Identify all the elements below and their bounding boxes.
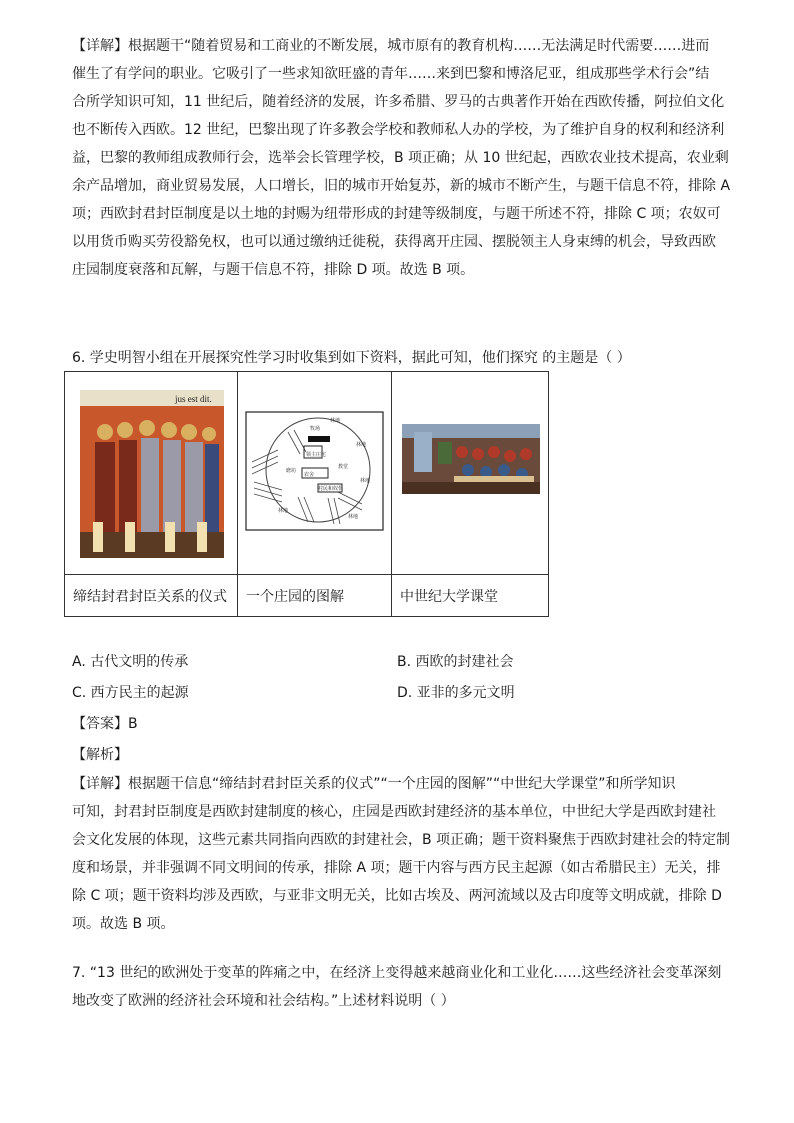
caption-university: 中世纪大学课堂: [392, 575, 549, 617]
text-line: 合所学知识可知，11 世纪后，随着经济的发展，许多希腊、罗马的古典著作开始在西欧传播，阿拉伯文化: [72, 94, 725, 110]
text-line: 可知，封君封臣制度是西欧封建制度的核心，庄园是西欧封建经济的基本单位，中世纪大学是西欧封建社: [72, 804, 716, 820]
text-line: 庄园制度衰落和瓦解，与题干信息不符，排除 D 项。故选 B 项。: [72, 262, 475, 278]
text-line: 地改变了欧洲的经济社会环境和社会结构。”上述材料说明（ ）: [72, 993, 455, 1009]
image-cell-manor: [238, 372, 392, 575]
manor-diagram: [238, 372, 391, 570]
svg-text:林地: 林地: [348, 514, 359, 520]
option-d: D. 亚非的多元文明: [397, 685, 515, 701]
source-material-table: [64, 371, 549, 617]
text-line: 催生了有学问的职业。它吸引了一些求知欲旺盛的青年……来到巴黎和博洛尼亚，组成那些学术行会”结: [72, 66, 710, 82]
text-line: 7. “13 世纪的欧洲处于变革的阵痛之中，在经济上变得越来越商业化和工业化……这些经济社会变革深刻: [72, 965, 722, 981]
answer-label: 【答案】B: [72, 716, 138, 732]
svg-text:教堂: 教堂: [338, 464, 349, 470]
svg-text:磨坊: 磨坊: [286, 468, 297, 474]
image-cell-ceremony: [65, 372, 238, 575]
text-line: 【详解】根据题干信息“缔结封君封臣关系的仪式”“一个庄园的图解”“中世纪大学课堂”和所学知识: [72, 776, 676, 792]
analysis-label: 【解析】: [72, 747, 128, 763]
text-line: 【详解】根据题干“随着贸易和工商业的不断发展，城市原有的教育机构……无法满足时代需要……进而: [72, 38, 710, 54]
text-line: 也不断传入西欧。12 世纪，巴黎出现了许多教会学校和教师私人办的学校，为了维护自身的权利和经济利: [72, 122, 725, 138]
question-7-stem: [72, 959, 722, 1015]
option-a: A. 古代文明的传承: [72, 654, 189, 670]
text-line: 益，巴黎的教师组成教师行会，选举会长管理学校，B 项正确；从 10 世纪起，西欧农业技术提高，农业剩: [72, 150, 729, 166]
text-line: 余产品增加，商业贸易发展，人口增长，旧的城市开始复苏，新的城市不断产生，与题干信息不符，排除 A: [72, 178, 731, 194]
question-6-stem: 6. 学史明智小组在开展探究性学习时收集到如下资料，据此可知，他们探究 的主题是（ ）: [72, 350, 631, 366]
explanation-paragraph-q5: [72, 32, 731, 284]
text-line: 项；西欧封君封臣制度是以土地的封赐为纽带形成的封建等级制度，与题干所述不符，排除 C 项；农奴可: [72, 206, 721, 222]
svg-text:林地: 林地: [356, 442, 367, 448]
svg-text:村民和奴仆: 村民和奴仆: [318, 486, 344, 492]
text-line: 项。故选 B 项。: [72, 916, 175, 932]
option-b: B. 西欧的封建社会: [397, 654, 514, 670]
svg-text:农舍: 农舍: [304, 472, 315, 478]
svg-text:林地: 林地: [330, 418, 341, 424]
text-line: 度和场景，并非强调不同文明间的传承，排除 A 项；题干内容与西方民主起源（如古希腊民主）无关，排: [72, 860, 721, 876]
image-cell-university: [392, 372, 549, 575]
svg-text:林地: 林地: [278, 508, 289, 514]
caption-manor: 一个庄园的图解: [238, 575, 392, 617]
svg-text:林地: 林地: [360, 478, 371, 484]
text-line: 除 C 项；题干资料均涉及西欧，与亚非文明无关，比如古埃及、两河流域以及古印度等文明成就，排除 D: [72, 888, 722, 904]
feudal-ceremony-illustration: [65, 372, 237, 570]
svg-text:牧场: 牧场: [310, 426, 321, 432]
illustration-caption-text: jus est dit.: [175, 394, 212, 404]
caption-ceremony: 缔结封君封臣关系的仪式: [65, 575, 238, 617]
svg-text:领主庄宅: 领主庄宅: [306, 452, 327, 458]
option-c: C. 西方民主的起源: [72, 685, 189, 701]
medieval-university-illustration: [392, 372, 548, 570]
text-line: 会文化发展的体现，这些元素共同指向西欧的封建社会，B 项正确；题干资料聚焦于西欧封建社会的特定制: [72, 832, 731, 848]
text-line: 以用货币购买劳役豁免权，也可以通过缴纳迁徙税，获得离开庄园、摆脱领主人身束缚的机会，导致西欧: [72, 234, 716, 250]
explanation-paragraph-q6: [72, 770, 731, 938]
